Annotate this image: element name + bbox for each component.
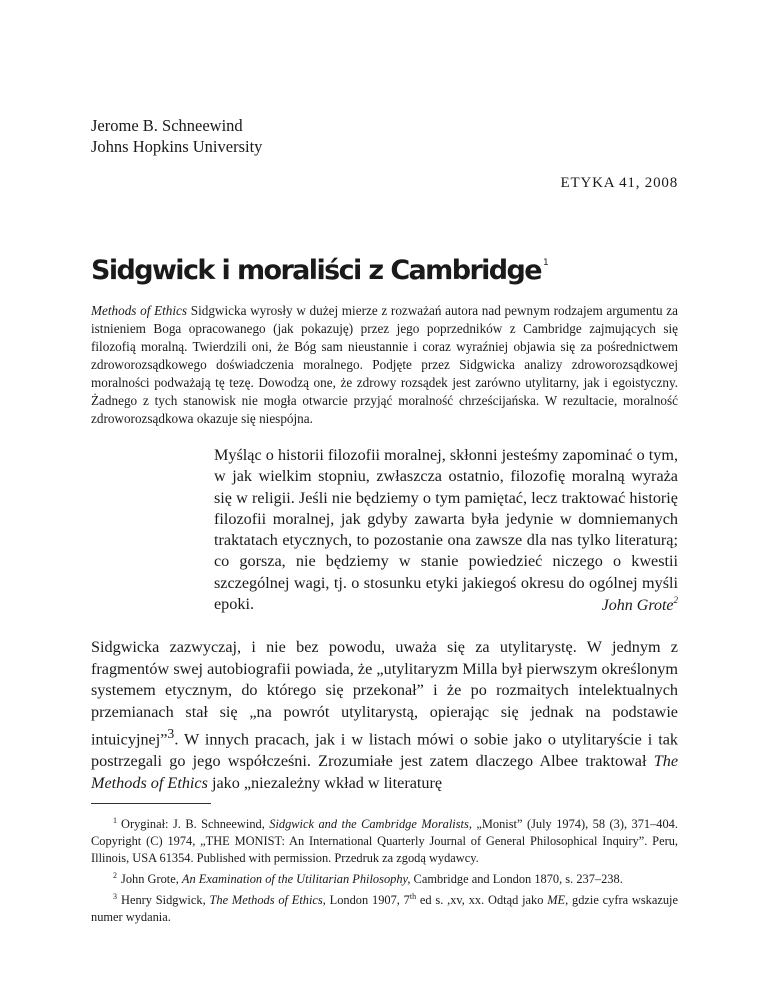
footnote-text: Oryginał: J. B. Schneewind, — [121, 817, 270, 831]
footnote-italic: ME — [547, 893, 566, 907]
author-block — [91, 115, 262, 157]
body-paragraph — [91, 637, 678, 795]
title-footnote-marker: 1 — [542, 258, 549, 268]
footnote-text: , „Monist” (July 1974), 58 (3), 371–404. Copyright (C) 1974, „THE MONIST: An International Quarterly Journal of General Philosophical Inquiry”. Peru, Illinois, USA 61354. Published with permission. Przedruk za zgodą wydawcy. — [91, 817, 678, 865]
footnote-text: , London 1907, 7 — [322, 893, 410, 907]
abstract-lead-italic: Methods of Ethics — [91, 303, 188, 318]
author-affiliation: Johns Hopkins University — [91, 137, 263, 156]
footnote-1 — [91, 812, 678, 867]
footnote-italic: The Methods of Ethics — [209, 893, 323, 907]
footnote-number: 3 — [113, 892, 117, 901]
epigraph-footnote-marker: 2 — [673, 595, 678, 605]
author-name: Jerome B. Schneewind — [91, 116, 243, 135]
body-text-part-3: jako „niezależny wkład w literaturę — [207, 773, 443, 792]
footnote-italic: Sidgwick and the Cambridge Moralists — [269, 817, 469, 831]
article-title-text: Sidgwick i moraliści z Cambridge — [91, 255, 541, 286]
epigraph-author: John Grote — [601, 597, 674, 614]
footnote-text: John Grote, — [121, 872, 182, 886]
footnotes — [91, 812, 678, 926]
footnote-divider — [91, 803, 211, 804]
footnote-2 — [91, 867, 678, 888]
epigraph-quote: Myśląc o historii filozofii moralnej, skłonni jesteśmy zapominać o tym, w jak wielkim stopniu, zwłaszcza ostatnio, filozofię moralną wyraża się w religii. Jeśli nie będziemy o tym pamiętać, lecz traktować historię filozofii moralnej, jak gdyby zawarta była jedynie w domniemanych traktatach etycznych, to pozostanie ona zawsze dla nas tylko literaturą; co gorsza, nie będziemy w stanie powiedzieć niczego o kwestii szczególnej wagi, tj. o stosunku etyki jakiegoś okresu do ogólnej myśli epoki. — [214, 446, 678, 614]
footnote-superscript: th — [409, 892, 417, 901]
abstract-text: Sidgwicka wyrosły w dużej mierze z rozważań autora nad pewnym rodzajem argumentu za istnieniem Boga opracowanego (jak pokazuję) przez jego poprzedników z Cambridge zajmujących się filozofią moralną. Twierdzili oni, że Bóg sam nieustannie i coraz wyraźniej objawia się za pośrednictwem zdroworozsądkowego doświadczenia moralnego. Podjęte przez Sidgwicka analizy zdroworozsądkowej moralności podważają tę tezę. Dowodzą one, że zdrowy rozsądek jest zarówno utylitarny, jak i egoistyczny. Żadnego z tych stanowisk nie mogła otwarcie przyjąć moralność chrześcijańska. W rezultacie, moralność zdroworozsądkowa okazuje się niespójna. — [91, 303, 678, 426]
body-text-part-1: Sidgwicka zazwyczaj, i nie bez powodu, uważa się za utylitarystę. W jednym z fragmentów swej autobiografii powiada, że „utylitaryzm Milla był pierwszym określonym systemem etycznym, do którego się przekonał” i że po rozmaitych intelektualnych przemianach stał się „na powrót utylitarystą, opierając się jednak na podstawie intuicyjnej” — [91, 638, 678, 749]
body-text-part-2: . W innych pracach, jak i w listach mówi o sobie jako o utylitaryście i tak postrzegali go jego współcześni. Zrozumiałe jest zatem dlaczego Albee traktował — [91, 730, 678, 771]
abstract — [91, 302, 678, 428]
footnote-text: Henry Sidgwick, — [121, 893, 210, 907]
footnote-text: , gdzie cyfra wskazuje numer wydania. — [91, 893, 678, 924]
footnote-italic: An Examination of the Utilitarian Philosophy, — [181, 872, 411, 886]
body-italic-title: The Methods of Ethics — [91, 752, 678, 792]
article-title — [91, 246, 549, 288]
epigraph-attribution — [602, 595, 678, 615]
journal-reference: ETYKA 41, 2008 — [560, 175, 678, 191]
footnote-3 — [91, 888, 678, 926]
footnote-text: Cambridge and London 1870, s. 237–238. — [410, 872, 623, 886]
body-footnote-marker: 3 — [167, 726, 175, 742]
footnote-number: 1 — [113, 816, 117, 825]
footnote-number: 2 — [113, 871, 117, 880]
footnote-text: ed s. ,xv, xx. Odtąd jako — [416, 893, 548, 907]
